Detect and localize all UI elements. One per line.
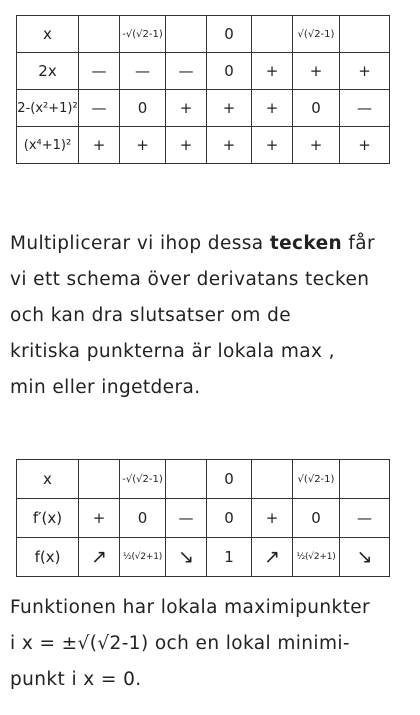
sign-cell: — <box>166 499 207 538</box>
local-max-value: ½(√2+1) <box>120 538 166 577</box>
sign-cell: — <box>79 53 120 90</box>
table-row-denominator <box>17 127 390 164</box>
sign-cell: 0 <box>207 53 252 90</box>
paragraph-line: och kan dra slutsatser om de <box>10 305 292 326</box>
critical-point-positive: √(√2-1) <box>293 460 340 499</box>
row-label: x <box>17 16 79 53</box>
table-row-function <box>17 538 390 577</box>
sign-cell: + <box>207 90 252 127</box>
sign-cell: + <box>252 127 293 164</box>
row-label: 2x <box>17 53 79 90</box>
table-row-x <box>17 460 390 499</box>
table-cell <box>252 16 293 53</box>
sign-cell: — <box>79 90 120 127</box>
sign-cell: + <box>120 127 166 164</box>
sign-cell: + <box>252 90 293 127</box>
decreasing-arrow-icon: ↘ <box>340 538 390 577</box>
table-cell <box>252 460 293 499</box>
emphasized-word: tecken <box>269 233 343 254</box>
row-label: (x⁴+1)² <box>17 127 79 164</box>
sign-table-factors <box>16 15 390 164</box>
sign-cell: 0 <box>207 499 252 538</box>
paragraph-line: punkt i x = 0. <box>10 669 142 690</box>
decreasing-arrow-icon: ↘ <box>166 538 207 577</box>
paragraph-line: kritiska punkterna är lokala max , <box>10 341 335 362</box>
paragraph-line: min eller ingetdera. <box>10 377 201 398</box>
table-cell <box>166 460 207 499</box>
paragraph-line: i x = ±√(√2-1) och en lokal minimi- <box>10 633 350 654</box>
row-label: 2-(x²+1)² <box>17 90 79 127</box>
sign-cell: + <box>207 127 252 164</box>
sign-cell: + <box>252 499 293 538</box>
sign-cell: — <box>120 53 166 90</box>
sign-cell: — <box>166 53 207 90</box>
paragraph-derivative-sign <box>10 226 415 406</box>
sign-cell: 0 <box>120 90 166 127</box>
table-row-x <box>17 16 390 53</box>
table-cell <box>166 16 207 53</box>
sign-cell: 0 <box>293 499 340 538</box>
sign-cell: + <box>79 499 120 538</box>
row-label: f′(x) <box>17 499 79 538</box>
sign-cell: 0 <box>120 499 166 538</box>
critical-point-zero: 0 <box>207 460 252 499</box>
sign-table-derivative <box>16 459 390 577</box>
sign-cell: — <box>340 499 390 538</box>
table-cell <box>79 460 120 499</box>
paragraph-conclusion <box>10 590 415 698</box>
row-label: f(x) <box>17 538 79 577</box>
sign-cell: + <box>166 127 207 164</box>
row-label: x <box>17 460 79 499</box>
table-cell <box>79 16 120 53</box>
increasing-arrow-icon: ↗ <box>252 538 293 577</box>
paragraph-line: får <box>342 233 376 254</box>
paragraph-line: Funktionen har lokala maximipunkter <box>10 597 371 618</box>
table-row-second-factor <box>17 90 390 127</box>
critical-point-zero: 0 <box>207 16 252 53</box>
critical-point-negative: -√(√2-1) <box>120 16 166 53</box>
local-max-value: ½(√2+1) <box>293 538 340 577</box>
sign-cell: — <box>340 90 390 127</box>
sign-cell: + <box>166 90 207 127</box>
critical-point-negative: -√(√2-1) <box>120 460 166 499</box>
sign-cell: + <box>293 127 340 164</box>
local-min-value: 1 <box>207 538 252 577</box>
sign-cell: + <box>340 127 390 164</box>
sign-cell: + <box>340 53 390 90</box>
sign-cell: 0 <box>293 90 340 127</box>
critical-point-positive: √(√2-1) <box>293 16 340 53</box>
sign-cell: + <box>252 53 293 90</box>
paragraph-line: vi ett schema över derivatans tecken <box>10 269 370 290</box>
table-row-2x <box>17 53 390 90</box>
table-cell <box>340 460 390 499</box>
sign-cell: + <box>293 53 340 90</box>
table-row-derivative <box>17 499 390 538</box>
table-cell <box>340 16 390 53</box>
sign-cell: + <box>79 127 120 164</box>
paragraph-line: Multiplicerar vi ihop dessa <box>10 233 270 254</box>
increasing-arrow-icon: ↗ <box>79 538 120 577</box>
